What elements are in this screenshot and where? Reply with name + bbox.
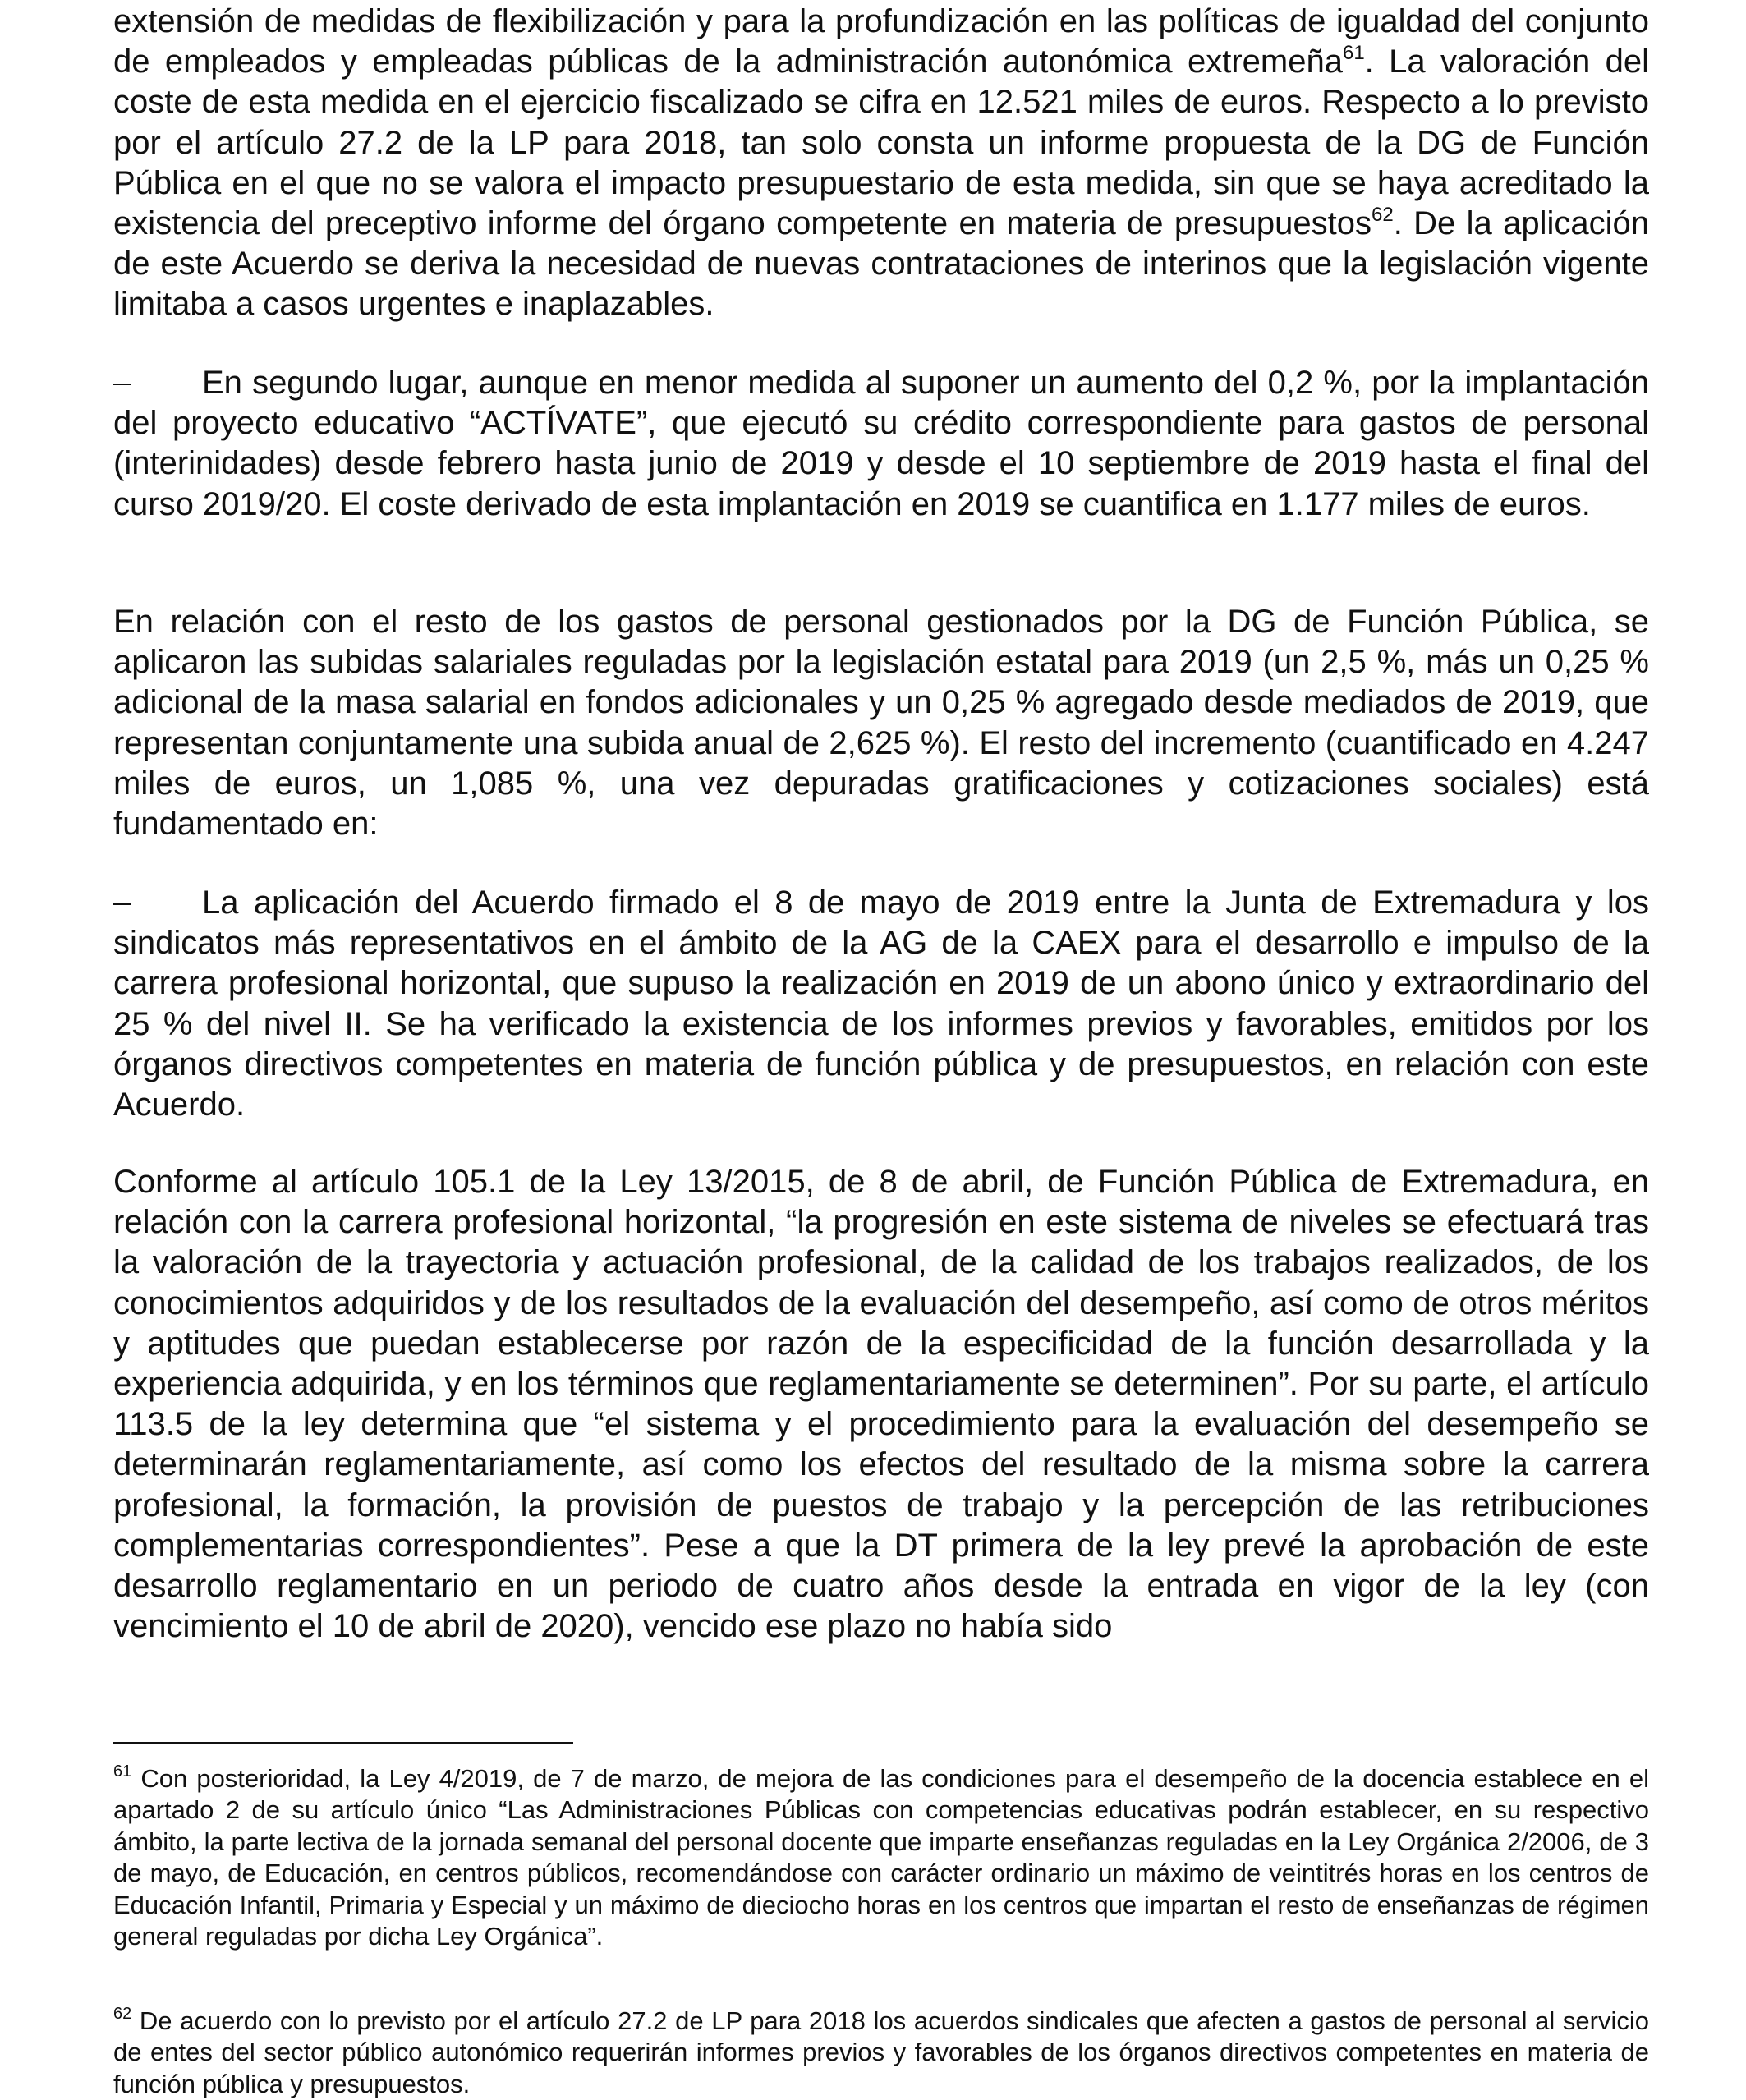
paragraph-1-text-b: . La valoración del coste de esta medida en el ejercicio fiscalizado se cifra en 12.521 miles de euros. Respecto a lo previsto por el artículo 27.2 de la LP para 2018, tan solo consta un informe propuesta de la DG de Función Pública en el que no se valora el impacto presupuestario de esta medida, sin que se haya acreditado la existencia del preceptivo informe del órgano competente en materia de presupuestos: [113, 44, 1649, 242]
footnote-ref-61[interactable]: 61: [1342, 41, 1365, 64]
paragraph-1-text-c: . De la aplicación de este Acuerdo se deriva la necesidad de nuevas contrataciones de interinos que la legislación vigente limitaba a casos urgentes e inaplazables.: [113, 205, 1649, 323]
paragraph-3: [113, 602, 1649, 844]
footnote-separator: [113, 1742, 573, 1744]
paragraph-3-text: En relación con el resto de los gastos de personal gestionados por la DG de Función Pública, se aplicaron las subidas salariales reguladas por la legislación estatal para 2019 (un 2,5 %, más un 0,25 % adicional de la masa salarial en fondos adicionales y un 0,25 % agregado desde mediados de 2019, que representan conjuntamente una subida anual de 2,625 %). El resto del incremento (cuantificado en 4.247 miles de euros, un 1,085 %, una vez depuradas gratificaciones y cotizaciones sociales) está fundamentado en:: [113, 604, 1649, 843]
footnote-62-text: De acuerdo con lo previsto por el artículo 27.2 de LP para 2018 los acuerdos sindicales que afecten a gastos de personal al servicio de entes del sector público autonómico requerirán informes previos y favorables de los órganos directivos competentes en materia de función pública y presupuestos.: [113, 2006, 1649, 2098]
paragraph-2-text: En segundo lugar, aunque en menor medida al suponer un aumento del 0,2 %, por la implantación del proyecto educativo “ACTÍVATE”, que ejecutó su crédito correspondiente para gastos de personal (interinidades) desde febrero hasta junio de 2019 y desde el 10 septiembre de 2019 hasta el final del curso 2019/20. El coste derivado de esta implantación en 2019 se cuantifica en 1.177 miles de euros.: [113, 365, 1649, 522]
footnote-number: 61: [113, 1762, 132, 1781]
bullet-item-2: [113, 883, 1649, 1125]
footnote-61: [113, 1763, 1649, 1952]
footnote-number: 62: [113, 2004, 132, 2023]
paragraph-1-text-a: extensión de medidas de flexibilización y para la profundización en las políticas de igualdad del conjunto de empleados y empleadas públicas de la administración autonómica extremeña: [113, 3, 1649, 80]
footnote-61-text: Con posterioridad, la Ley 4/2019, de 7 de marzo, de mejora de las condiciones para el desempeño de la docencia establece en el apartado 2 de su artículo único “Las Administraciones Públicas con competencias educativas podrán establecer, en su respectivo ámbito, la parte lectiva de la jornada semanal del personal docente que imparte enseñanzas reguladas en la Ley Orgánica 2/2006, de 3 de mayo, de Educación, en centros públicos, recomendándose con carácter ordinario un máximo de veintitrés horas en los centros de Educación Infantil, Primaria y Especial y un máximo de dieciocho horas en los centros que impartan el resto de enseñanzas de régimen general reguladas por dicha Ley Orgánica”.: [113, 1764, 1649, 1951]
paragraph-1: [113, 2, 1649, 325]
paragraph-4: [113, 883, 1649, 1125]
bullet-item-1: [113, 363, 1649, 525]
paragraph-2: [113, 363, 1649, 525]
paragraph-5-text: Conforme al artículo 105.1 de la Ley 13/2015, de 8 de abril, de Función Pública de Extremadura, en relación con la carrera profesional horizontal, “la progresión en este sistema de niveles se efectuará tras la valoración de la trayectoria y actuación profesional, de la calidad de los trabajos realizados, de los conocimientos adquiridos y de los resultados de la evaluación del desempeño, así como de otros méritos y aptitudes que puedan establecerse por razón de la especificidad de la función desarrollada y la experiencia adquirida, y en los términos que reglamentariamente se determinen”. Por su parte, el artículo 113.5 de la ley determina que “el sistema y el procedimiento para la evaluación del desempeño se determinarán reglamentariamente, así como los efectos del resultado de la misma sobre la carrera profesional, la formación, la provisión de puestos de trabajo y la percepción de las retribuciones complementarias correspondientes”. Pese a que la DT primera de la ley prevé la aprobación de este desarrollo reglamentario en un periodo de cuatro años desde la entrada en vigor de la ley (con vencimiento el 10 de abril de 2020), vencido ese plazo no había sido: [113, 1164, 1649, 1645]
paragraph-4-text: La aplicación del Acuerdo firmado el 8 de mayo de 2019 entre la Junta de Extremadura y los sindicatos más representativos en el ámbito de la AG de la CAEX para el desarrollo e impulso de la carrera profesional horizontal, que supuso la realización en 2019 de un abono único y extraordinario del 25 % del nivel II. Se ha verificado la existencia de los informes previos y favorables, emitidos por los órganos directivos competentes en materia de función pública y de presupuestos, en relación con este Acuerdo.: [113, 885, 1649, 1124]
footnote-ref-62[interactable]: 62: [1372, 203, 1394, 226]
footnote-62: [113, 2006, 1649, 2100]
paragraph-5: [113, 1162, 1649, 1647]
